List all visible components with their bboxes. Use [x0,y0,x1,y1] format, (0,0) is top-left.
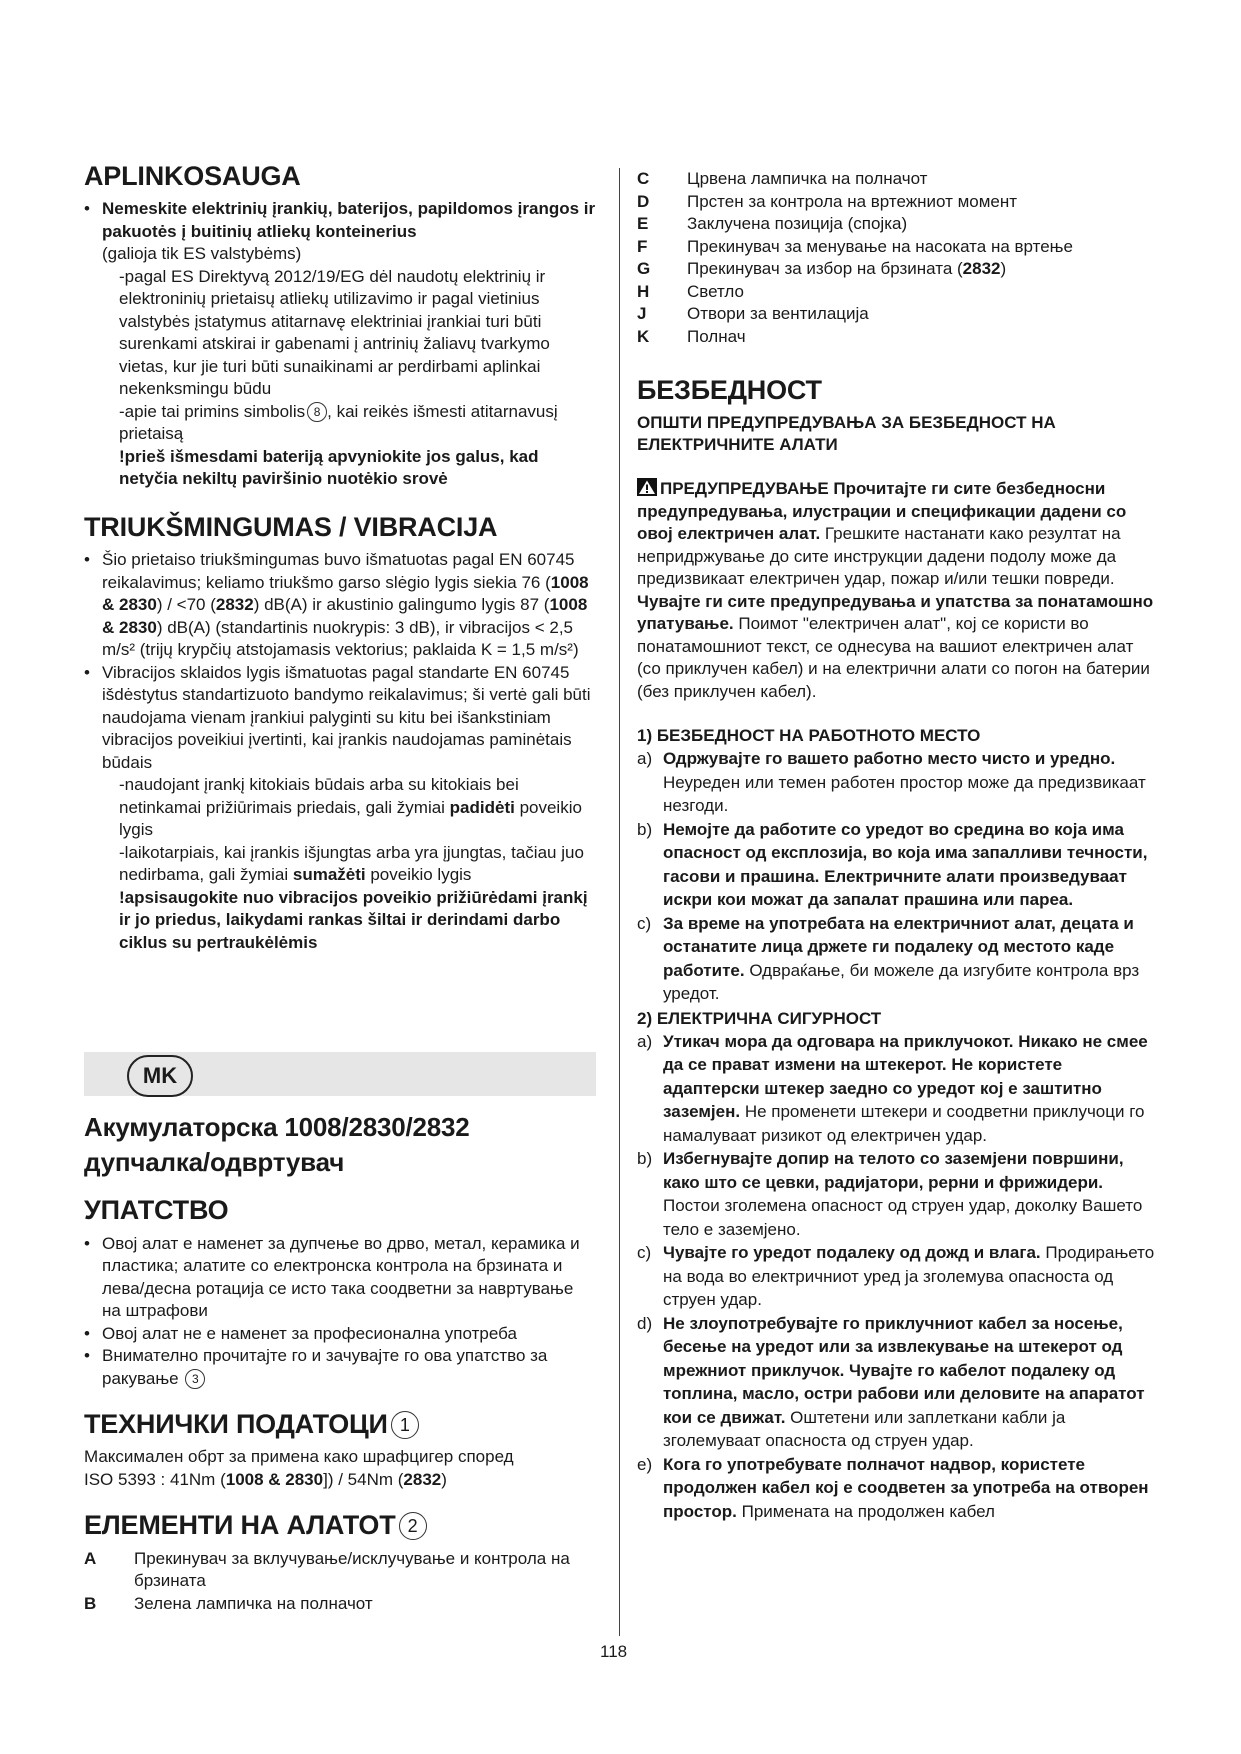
note-text: (galioja tik ES valstybėms) [102,244,302,264]
language-band [84,1052,596,1096]
list-item: a) Одржувајте го вашето работно место чисто и уредно. Неуреден или темен работен простор може да предизвикаат незгоди. [637,749,1146,816]
section-bezbednost [637,374,1155,703]
legend-item: D Прстен за контрола на вртежниот момент [637,191,1018,211]
bullet-list [84,1233,596,1391]
section-title: ТЕХНИЧКИ ПОДАТОЦИ 1 [84,1408,596,1440]
subsection-title: 2) ЕЛЕКТРИЧНА СИГУРНОСТ [637,1008,882,1028]
legend-item: K Полнач [637,326,746,346]
section-title: БЕЗБЕДНОСТ [637,375,822,405]
list-item: e) Кога го употребувате полначот надвор, користете продолжен кабел кој е соодветен за употреба на отворен простор. Примената на продолжен кабел [637,1454,1149,1521]
page-number: 118 [600,1642,628,1661]
warning-triangle-icon [637,478,657,496]
list-item: • Овој алат не е наменет за професионална употреба [84,1323,596,1346]
list-item: b) Избегнувајте допир на телото со заземјени површини, како што се цевки, радијатори, рерни и фрижидери. Постои зголемена опасност од струен удар, доколку Вашето тело е заземјено. [637,1149,1143,1239]
section-subtitle: ОПШТИ ПРЕДУПРЕДУВАЊА ЗА БЕЗБЕДНОСТ НА ЕЛЕКТРИЧНИТЕ АЛАТИ [637,413,1056,455]
legend-item: C Црвена лампичка на полначот [637,169,928,188]
section-tech-data [84,1408,596,1491]
left-column [84,160,596,954]
dash-item: -laikotarpiais, kai įrankis išjungtas arba yra įjungtas, tačiau juo nedirbama, gali žymiai sumažėti poveikio lygis [119,842,584,885]
legend-item: F Прекинувач за менување на насоката на вртење [637,236,1073,256]
circled-number: 2 [399,1512,427,1540]
circled-number: 3 [185,1369,205,1389]
legend-item: B Зелена лампичка на полначот [84,1593,373,1613]
language-badge: MK [127,1055,193,1097]
warning-paragraph: ПРЕДУПРЕДУВАЊЕ Прочитајте ги сите безбедносни предупредувања, илустрации и спецификации дадени со овој електричен алат. Грешките настанати како резултат на непридржување до сите инструкции дадени подолу може да предизвикаат електричен удар, пожар и/или тешки повреди. Чувајте ги сите предупредувања и упатства за понатамошно упатување. Поимот "електричен алат", кој се користи во понатамошниот текст, се однесува на вашиот електричен алат (со приклучен кабел) и на електрични алати со погон на батерии (без приклучен кабел). [637,479,1154,701]
column-divider [619,168,620,1636]
legend-item: E Заклучена позиција (спојка) [637,214,908,233]
right-column [637,168,1155,1523]
list-item: b) Немојте да работите со уредот во средина во која има опасност од експлозија, во која има запалливи течности, гасови и прашина. Електричните алати произведуваат искри кои можат да запалат прашина или пареа. [637,819,1148,910]
list-item: • Овој алат е наменет за дупчење во дрво, метал, керамика и пластика; алатите со електронска контрола на брзината и лева/десна ротација се исто така соодветни за навртување на штрафови [84,1233,596,1323]
left-column-lower [84,1110,596,1615]
legend-item: A Прекинувач за вклучување/исклучување и контрола на брзината [84,1548,570,1591]
legend-item: G Прекинувач за избор на брзината (2832) [637,259,1007,278]
list-item: a) Утикач мора да одговара на приклучокот. Никако не смее да се прават измени на штекерот. Не користете адаптерски штекер заедно со уредот кој е заштитно заземјен. Не променети штекери и соодветни приклучоци го намалуваат ризикот од електричен удар. [637,1031,1148,1145]
warning-text: !apsisaugokite nuo vibracijos poveikio prižiūrėdami įrankį ir jo priedus, laikydami rankas šiltai ir derindami darbo ciklus su pertraukėlėmis [119,887,588,952]
warning-text: !prieš išmesdami bateriją apvyniokite jos galus, kad netyčia nekiltų paviršinio nuotėkio srovė [119,446,539,489]
section-electrical-safety [637,1008,1155,1524]
list-item: c) За време на употребата на електричниот алат, децата и останатите лица држете ги подалеку од местото каде работите. Одвраќање, би можеле да изгубите контрола врз уредот. [637,913,1140,1004]
section-elements [84,1509,596,1615]
dash-item: -pagal ES Direktyvą 2012/19/EG dėl naudotų elektrinių ir elektroninių prietaisų atliekų utilizavimo ir pagal vietinius valstybės įstatymus atitarnavę elektriniai įrankiai turi būti surenkami atskirai ir gabenami į antrinių žaliavų tvarkymo vietas, kur jie turi būti sunaikinami ar perdirbami aplinkai nekenksmingu būdu [119,266,550,399]
tech-line: Максимален обрт за примена како шрафцигер според [84,1447,514,1467]
list-item: • Vibracijos sklaidos lygis išmatuotas pagal standarte EN 60745 išdėstytus standartizuoto bandymo reikalavimus; ši vertė gali būti naudojama vienam įrankiui palyginti su kitu bei išankstiniam vibracijos poveikiui įvertinti, kai įrankis naudojamas paminėtais būdais [84,662,596,775]
circled-number: 8 [307,402,327,422]
list-item: • Šio prietaiso triukšmingumas buvo išmatuotas pagal EN 60745 reikalavimus; keliamo triukšmo garso slėgio lygis siekia 76 (1008 & 2830) / <70 (2832) dB(A) ir akustinio galingumo lygis 87 (1008 & 2830) dB(A) (standartinis nuokrypis: 3 dB), ir vibracijos < 2,5 m/s² (trijų krypčių atstojamasis vektorius; paklaida K = 1,5 m/s²) [84,549,596,662]
product-title: Акумулаторска 1008/2830/2832 дупчалка/одвртувач [84,1112,470,1178]
dash-item: -naudojant įrankį kitokiais būdais arba su kitokiais bei netinkamai prižiūrimais priedais, gali žymiai padidėti poveikio lygis [119,775,582,840]
section-upatstvo [84,1194,596,1390]
legend-item: J Отвори за вентилација [637,304,869,323]
subsection-title: 1) БЕЗБЕДНОСТ НА РАБОТНОТО МЕСТО [637,726,981,746]
list-item [84,198,596,266]
section-title: APLINKOSAUGA [84,161,301,191]
legend-item: H Светло [637,281,744,301]
list-item: c) Чувајте го уредот подалеку од дожд и влага. Продирањето на вода во електричниот уред ја зголемува опасноста од струен удар. [637,1243,1155,1310]
section-title: УПАТСТВО [84,1195,229,1226]
elements-continued [637,168,1155,348]
section-triuksmingumas [84,511,596,954]
section-workplace-safety [637,725,1155,1006]
dash-item: -apie tai primins simbolis 8 , kai reikės išmesti atitarnavusį prietaisą [119,401,558,444]
section-title: TRIUKŠMINGUMAS / VIBRACIJA [84,511,498,542]
section-aplinkosauga [84,160,596,491]
circled-number: 1 [391,1411,419,1439]
bullet-list [84,549,596,774]
section-title: ЕЛЕМЕНТИ НА АЛАТОТ 2 [84,1509,596,1541]
bullet-list [84,198,596,266]
list-item: d) Не злоупотребувајте го приклучниот кабел за носење, бесење на уредот или за извлекување на штекерот од мрежниот приклучок. Чувајте го кабелот подалеку од топлина, масло, остри рабови или деловите на апаратот кои се движат. Оштетени или заплеткани кабли ја зголемуваат опасноста од струен удар. [637,1313,1145,1451]
list-item: • Внимателно прочитајте го и зачувајте го ова упатство за ракување 3 [84,1345,596,1390]
tech-line: ISO 5393 : 41Nm (1008 & 2830]) / 54Nm (2832) [84,1469,447,1489]
bold-text: Nemeskite elektrinių įrankių, baterijos, papildomos įrangos ir pakuotės į buitinių atliekų konteinerius [102,199,596,241]
